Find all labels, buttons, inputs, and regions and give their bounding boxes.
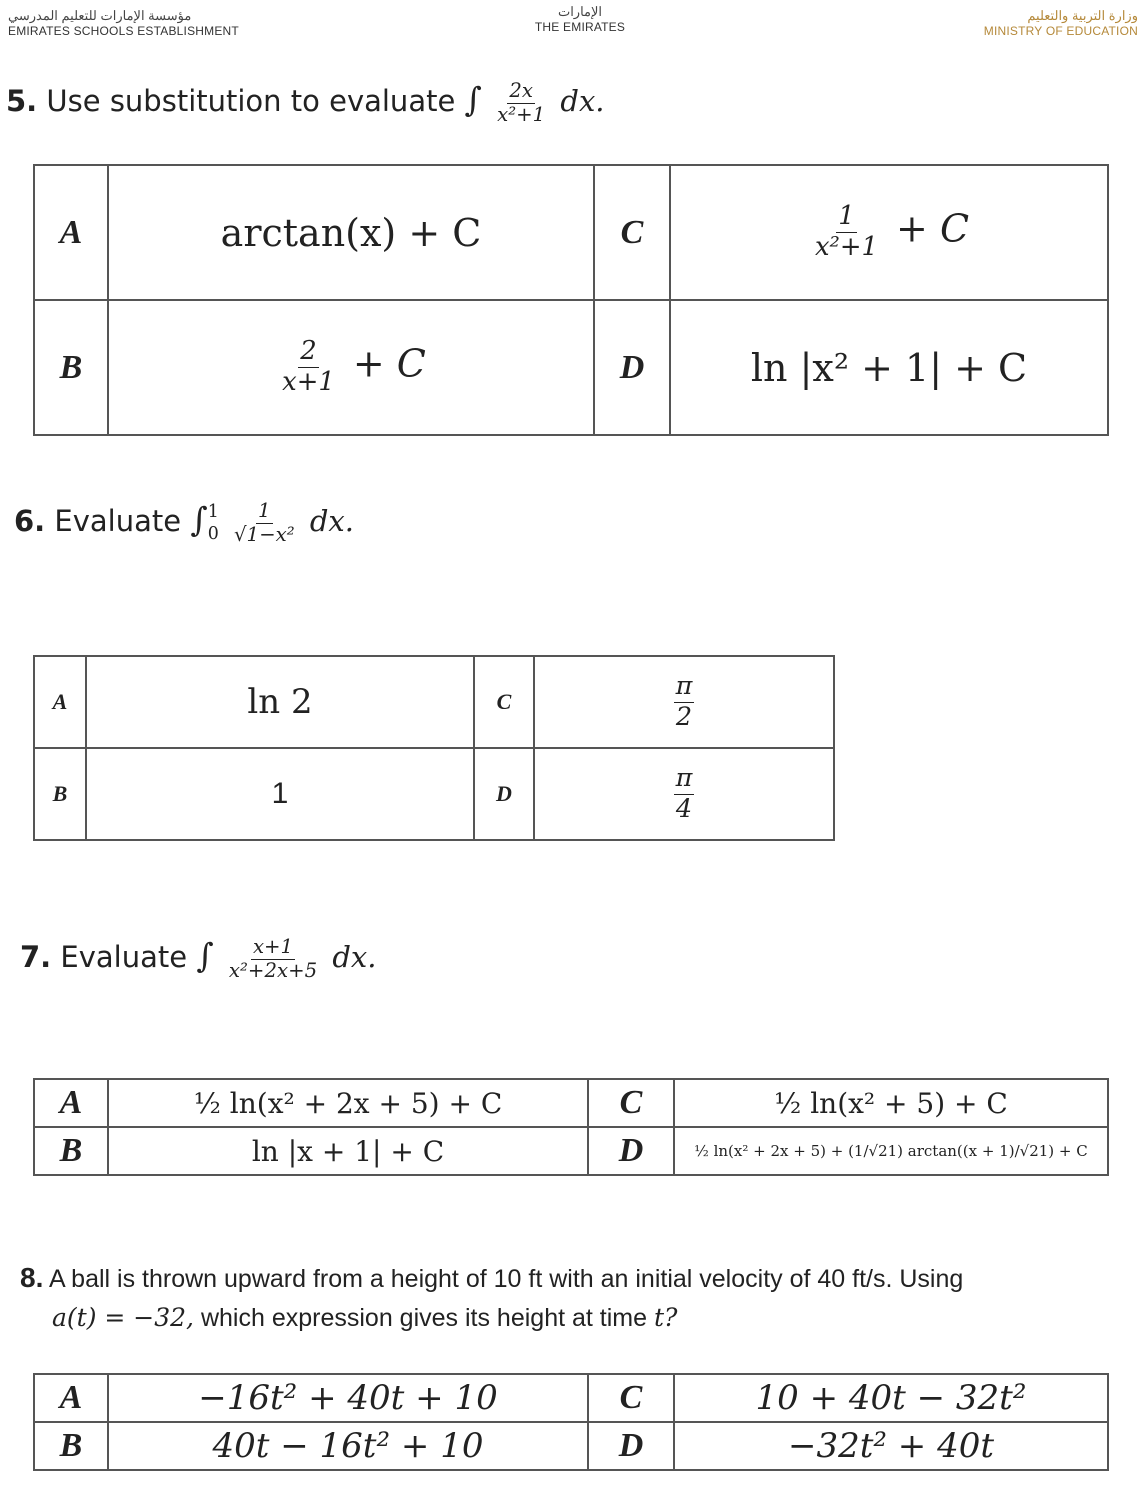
option-d-label[interactable]: D (588, 1127, 674, 1175)
header-right (984, 8, 1138, 38)
option-d-fraction (674, 764, 695, 824)
question-8 (20, 1262, 963, 1294)
question-5 (6, 80, 605, 126)
option-d[interactable]: ln |x² + 1| + C (670, 300, 1108, 435)
option-a[interactable]: −16t² + 40t + 10 (108, 1374, 588, 1422)
question-7 (20, 936, 377, 982)
differential: dx. (560, 84, 605, 119)
option-d[interactable]: −32t² + 40t (674, 1422, 1108, 1470)
integral-sign: ∫ (464, 80, 482, 120)
option-c-numerator: π (675, 671, 693, 702)
question-text: Evaluate (60, 940, 188, 975)
option-d-label[interactable]: D (594, 300, 670, 435)
integrand-fraction (232, 500, 297, 546)
option-b-label[interactable]: B (34, 300, 108, 435)
option-d[interactable] (534, 748, 834, 840)
question-8-line2 (52, 1303, 677, 1333)
option-b-fraction (280, 337, 337, 397)
integrand-fraction (495, 80, 547, 126)
option-d-label[interactable]: D (588, 1422, 674, 1470)
option-d-denominator: 4 (675, 793, 693, 824)
integral-bounds (208, 501, 219, 546)
country-name-arabic: الإمارات (557, 4, 603, 19)
school-name-english: EMIRATES SCHOOLS ESTABLISHMENT (8, 24, 239, 38)
option-a[interactable] (108, 1079, 588, 1127)
option-c-label[interactable]: C (588, 1374, 674, 1422)
differential: dx. (309, 504, 354, 539)
numerator: x+1 (252, 935, 294, 958)
option-b[interactable]: 40t − 16t² + 10 (108, 1422, 588, 1470)
option-a[interactable]: arctan(x) + C (108, 165, 594, 300)
time-variable: t? (653, 1303, 678, 1332)
differential: dx. (332, 940, 377, 975)
option-c[interactable] (670, 165, 1108, 300)
option-b-denominator: x+1 (282, 367, 335, 397)
numerator: 1 (258, 499, 271, 522)
option-b[interactable] (108, 300, 594, 435)
option-c[interactable] (674, 1079, 1108, 1127)
option-c[interactable] (534, 656, 834, 748)
option-b-label[interactable]: B (34, 1422, 108, 1470)
header-center (520, 4, 640, 34)
option-a-label[interactable]: A (34, 165, 108, 300)
option-a-label[interactable]: A (34, 1079, 108, 1127)
lower-bound: 0 (207, 524, 219, 545)
option-b-label[interactable]: B (34, 1127, 108, 1175)
integral-sign: ∫ (190, 500, 208, 540)
question-text-line2: which expression gives its height at time (200, 1304, 648, 1332)
option-d-numerator: π (675, 763, 693, 794)
upper-bound: 1 (207, 501, 219, 522)
option-b-tail: + C (352, 342, 426, 386)
integrand-fraction (227, 936, 319, 982)
numerator: 2x (509, 79, 533, 102)
question-number: 5. (6, 84, 38, 119)
option-c[interactable]: 10 + 40t − 32t² (674, 1374, 1108, 1422)
option-c-denominator: x²+1 (814, 232, 878, 262)
question-number: 8. (20, 1262, 44, 1293)
answer-table-q6 (33, 655, 835, 841)
denominator: √1−x² (234, 522, 295, 546)
option-c-text: ln(x² + 5) + C (810, 1086, 1008, 1120)
acceleration-expression: a(t) = −32, (52, 1303, 195, 1332)
option-a-coefficient: ½ (193, 1086, 221, 1120)
denominator: x²+2x+5 (228, 958, 318, 982)
question-text: Use substitution to evaluate (46, 84, 456, 119)
answer-table-q5 (33, 164, 1109, 436)
question-number: 6. (14, 504, 46, 539)
option-a-label[interactable]: A (34, 656, 86, 748)
option-c-coefficient: ½ (774, 1086, 802, 1120)
header-left (8, 8, 239, 38)
option-c-fraction (813, 202, 880, 262)
option-a-label[interactable]: A (34, 1374, 108, 1422)
option-a-text: ln(x² + 2x + 5) + C (229, 1086, 503, 1120)
option-c-label[interactable]: C (588, 1079, 674, 1127)
ministry-name-arabic: وزارة التربية والتعليم (1027, 8, 1138, 23)
option-d[interactable]: ½ ln(x² + 2x + 5) + (1/√21) arctan((x + 1)/√21) + C (674, 1127, 1108, 1175)
question-number: 7. (20, 940, 52, 975)
option-c-tail: + C (896, 207, 970, 251)
option-c-label[interactable]: C (474, 656, 534, 748)
option-b[interactable]: 1 (86, 748, 474, 840)
question-text: Evaluate (54, 504, 182, 539)
option-b-numerator: 2 (300, 336, 317, 367)
option-b[interactable]: ln |x + 1| + C (108, 1127, 588, 1175)
country-name-english: THE EMIRATES (534, 20, 626, 34)
question-text-line1: A ball is thrown upward from a height of 10 ft with an initial velocity of 40 ft/s. Using (48, 1265, 964, 1293)
question-6 (14, 500, 354, 546)
denominator: x²+1 (497, 102, 546, 126)
school-name-arabic: مؤسسة الإمارات للتعليم المدرسي (8, 8, 192, 23)
integral-sign: ∫ (196, 936, 214, 976)
answer-table-q7 (33, 1078, 1109, 1176)
option-c-denominator: 2 (675, 701, 693, 732)
option-a[interactable]: ln 2 (86, 656, 474, 748)
option-c-label[interactable]: C (594, 165, 670, 300)
option-d-label[interactable]: D (474, 748, 534, 840)
answer-table-q8 (33, 1373, 1109, 1471)
option-b-label[interactable]: B (34, 748, 86, 840)
option-c-fraction (674, 672, 695, 732)
option-c-numerator: 1 (838, 201, 855, 232)
ministry-name-english: MINISTRY OF EDUCATION (983, 24, 1138, 38)
